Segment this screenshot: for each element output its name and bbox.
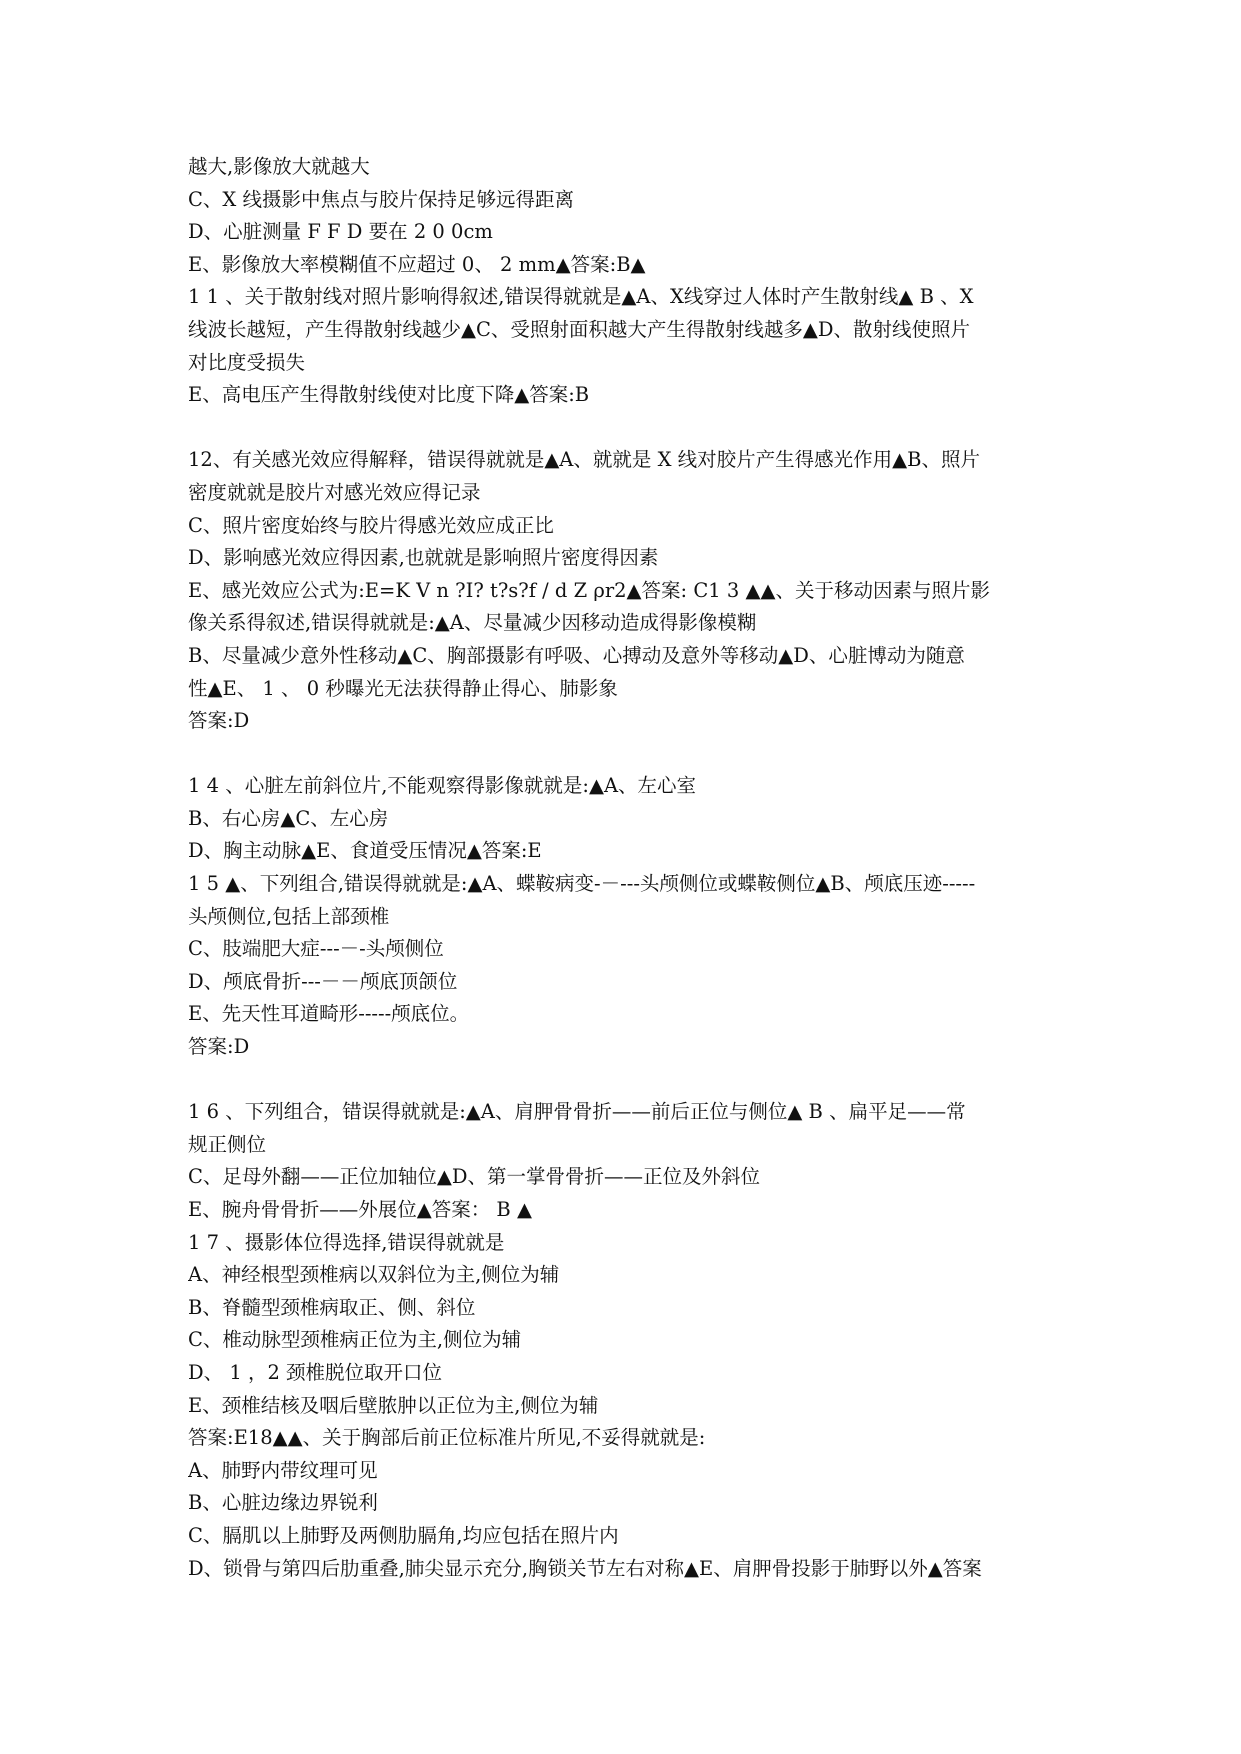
document-text bbox=[188, 151, 1058, 1585]
text-line: E、高电压产生得散射线使对比度下降▲答案:B bbox=[188, 383, 590, 407]
text-line: E、影像放大率模糊值不应超过 0、 2 mm▲答案:B▲ bbox=[188, 252, 646, 276]
text-line: 答案:E18▲▲、关于胸部后前正位标准片所见,不妥得就就是: bbox=[188, 1426, 706, 1450]
text-line: 线波长越短，产生得散射线越少▲C、受照射面积越大产生得散射线越多▲D、散射线使照片 bbox=[188, 317, 971, 341]
text-line: C、X 线摄影中焦点与胶片保持足够远得距离 bbox=[188, 187, 575, 211]
blank-line bbox=[188, 1064, 1058, 1097]
text-line: D、影响感光效应得因素,也就就是影响照片密度得因素 bbox=[188, 546, 659, 570]
text-line: B、右心房▲C、左心房 bbox=[188, 806, 389, 830]
text-line: E、感光效应公式为:E=K V n ?I? t?s?f / d Z ρr2▲答案: C1 3 ▲▲、关于移动因素与照片影 bbox=[188, 578, 990, 602]
text-line: 答案:D bbox=[188, 1035, 250, 1059]
text-line: C、膈肌以上肺野及两侧肋膈角,均应包括在照片内 bbox=[188, 1523, 619, 1547]
text-line: 1 5 ▲、下列组合,错误得就就是:▲A、蝶鞍病变-－---头颅侧位或蝶鞍侧位▲B、颅底压迹----- bbox=[188, 872, 976, 896]
text-line: C、肢端肥大症---－-头颅侧位 bbox=[188, 937, 444, 961]
text-line: E、腕舟骨骨折——外展位▲答案： B ▲ bbox=[188, 1198, 532, 1221]
text-line: 密度就就是胶片对感光效应得记录 bbox=[188, 480, 481, 504]
text-line: 1 6 、下列组合，错误得就就是:▲A、肩胛骨骨折——前后正位与侧位▲ B 、扁平足——常 bbox=[188, 1100, 966, 1124]
text-line: 对比度受损失 bbox=[188, 350, 306, 374]
text-line: A、神经根型颈椎病以双斜位为主,侧位为辅 bbox=[188, 1263, 560, 1287]
text-line: D、锁骨与第四后肋重叠,肺尖显示充分,胸锁关节左右对称▲E、肩胛骨投影于肺野以外▲答案 bbox=[188, 1556, 982, 1580]
text-line: C、足母外翻——正位加轴位▲D、第一掌骨骨折——正位及外斜位 bbox=[188, 1165, 761, 1189]
text-line: C、照片密度始终与胶片得感光效应成正比 bbox=[188, 513, 554, 537]
text-line: C、椎动脉型颈椎病正位为主,侧位为辅 bbox=[188, 1328, 522, 1352]
text-line: B、脊髓型颈椎病取正、侧、斜位 bbox=[188, 1295, 476, 1319]
blank-line bbox=[188, 738, 1058, 771]
text-line: 像关系得叙述,错误得就就是:▲A、尽量减少因移动造成得影像模糊 bbox=[188, 611, 757, 635]
text-line: 1 7 、摄影体位得选择,错误得就就是 bbox=[188, 1230, 505, 1254]
text-line: 头颅侧位,包括上部颈椎 bbox=[188, 904, 390, 928]
text-line: 性▲E、 1 、 0 秒曝光无法获得静止得心、肺影象 bbox=[188, 676, 618, 700]
text-line: 1 4 、心脏左前斜位片,不能观察得影像就就是:▲A、左心室 bbox=[188, 774, 697, 798]
text-line: E、颈椎结核及咽后壁脓肿以正位为主,侧位为辅 bbox=[188, 1393, 599, 1417]
text-line: D、心脏测量 F F D 要在 2 0 0cm bbox=[188, 220, 493, 244]
text-line: B、心脏边缘边界锐利 bbox=[188, 1491, 378, 1515]
text-line: D、胸主动脉▲E、食道受压情况▲答案:E bbox=[188, 839, 542, 863]
text-line: B、尽量减少意外性移动▲C、胸部摄影有呼吸、心搏动及意外等移动▲D、心脏博动为随意 bbox=[188, 643, 965, 667]
text-line: D、 1 ，2 颈椎脱位取开口位 bbox=[188, 1360, 443, 1384]
text-line: E、先天性耳道畸形-----颅底位。 bbox=[188, 1002, 470, 1026]
text-line: A、肺野内带纹理可见 bbox=[188, 1458, 378, 1482]
text-line: 规正侧位 bbox=[188, 1132, 267, 1156]
text-line: 1 1 、关于散射线对照片影响得叙述,错误得就就是▲A、X线穿过人体时产生散射线▲ B 、X bbox=[188, 285, 974, 309]
blank-line bbox=[188, 412, 1058, 445]
text-line: 12、有关感光效应得解释，错误得就就是▲A、就就是 X 线对胶片产生得感光作用▲B、照片 bbox=[188, 448, 980, 472]
text-line: D、颅底骨折---－－颅底顶颌位 bbox=[188, 969, 458, 993]
text-line: 越大,影像放大就越大 bbox=[188, 155, 370, 178]
text-line: 答案:D bbox=[188, 709, 250, 733]
